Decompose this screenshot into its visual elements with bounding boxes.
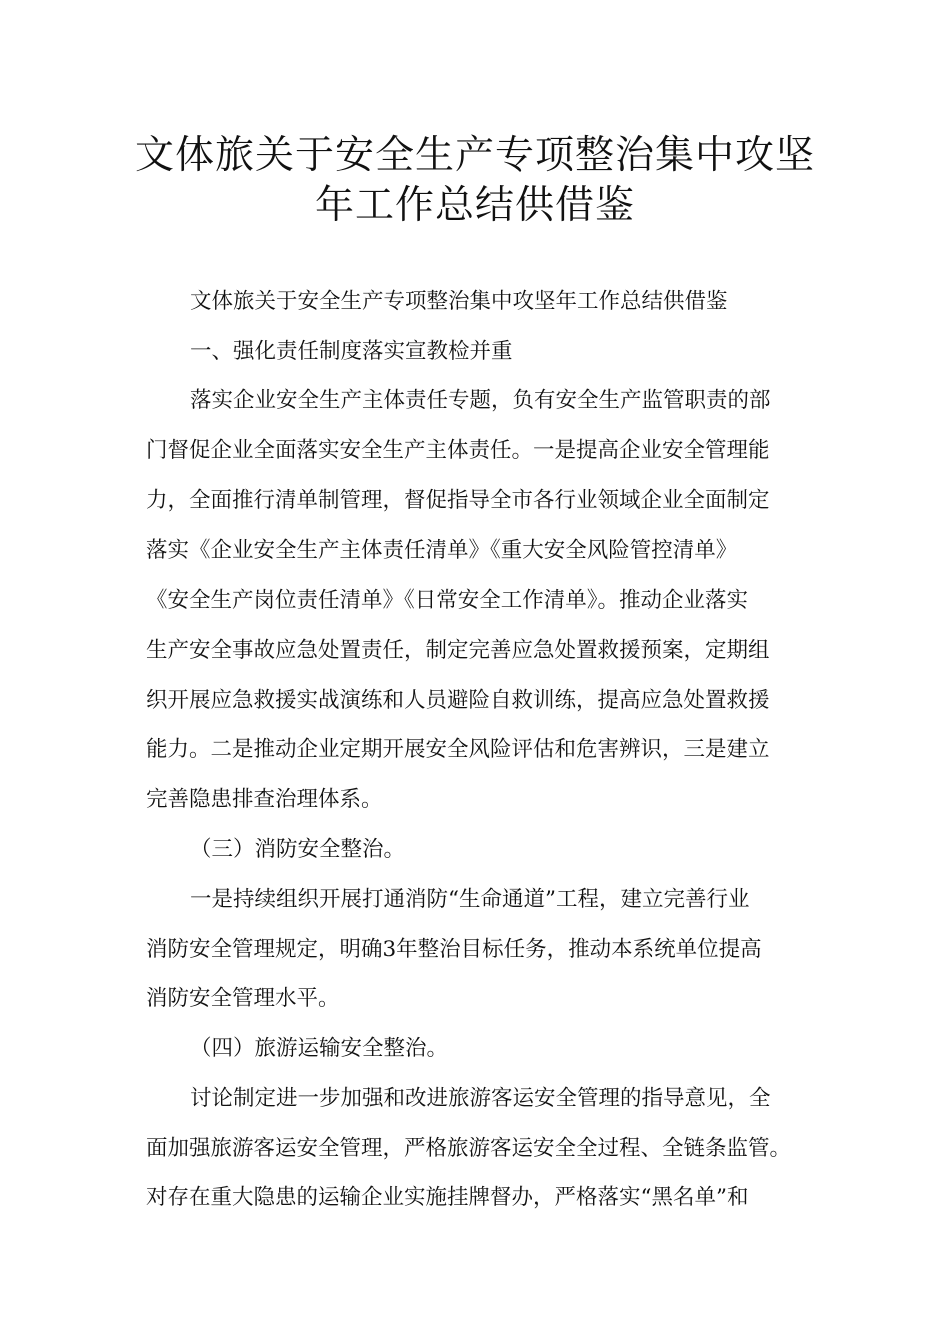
subtitle-line: 文体旅关于安全生产专项整治集中攻坚年工作总结供借鉴	[190, 289, 728, 314]
paragraph-line: 面加强旅游客运安全管理，严格旅游客运安全全过程、全链条监管。	[146, 1136, 792, 1161]
paragraph-line: 消防安全管理规定，明确3年整治目标任务，推动本系统单位提高	[146, 937, 762, 962]
paragraph-line: 讨论制定进一步加强和改进旅游客运安全管理的指导意见，全	[190, 1086, 771, 1111]
paragraph-line: 落实企业安全生产主体责任专题，负有安全生产监管职责的部	[190, 388, 771, 413]
paragraph-line: 能力。二是推动企业定期开展安全风险评估和危害辨识，三是建立	[146, 737, 770, 762]
paragraph-line: 门督促企业全面落实安全生产主体责任。一是提高企业安全管理能	[146, 438, 770, 463]
document-title-line-1: 文体旅关于安全生产专项整治集中攻坚	[134, 133, 815, 178]
paragraph-line: 消防安全管理水平。	[146, 986, 340, 1011]
document-title-line-2: 年工作总结供借鉴	[314, 183, 635, 228]
section-heading-1: 一、强化责任制度落实宣教检并重	[190, 339, 513, 364]
paragraph-line: 对存在重大隐患的运输企业实施挂牌督办，严格落实“黑名单”和	[146, 1185, 749, 1210]
paragraph-line: 织开展应急救援实战演练和人员避险自救训练，提高应急处置救援	[146, 688, 770, 713]
paragraph-line: 《安全生产岗位责任清单》《日常安全工作清单》。推动企业落实	[146, 588, 749, 613]
section-heading-4: （四）旅游运输安全整治。	[190, 1036, 449, 1061]
paragraph-line: 力，全面推行清单制管理，督促指导全市各行业领域企业全面制定	[146, 488, 770, 513]
paragraph-line: 完善隐患排查治理体系。	[146, 787, 383, 812]
section-heading-3: （三）消防安全整治。	[190, 837, 406, 862]
paragraph-line: 落实《企业安全生产主体责任清单》《重大安全风险管控清单》	[146, 538, 738, 563]
paragraph-line: 一是持续组织开展打通消防“生命通道”工程，建立完善行业	[190, 887, 750, 912]
paragraph-line: 生产安全事故应急处置责任，制定完善应急处置救援预案，定期组	[146, 638, 770, 663]
